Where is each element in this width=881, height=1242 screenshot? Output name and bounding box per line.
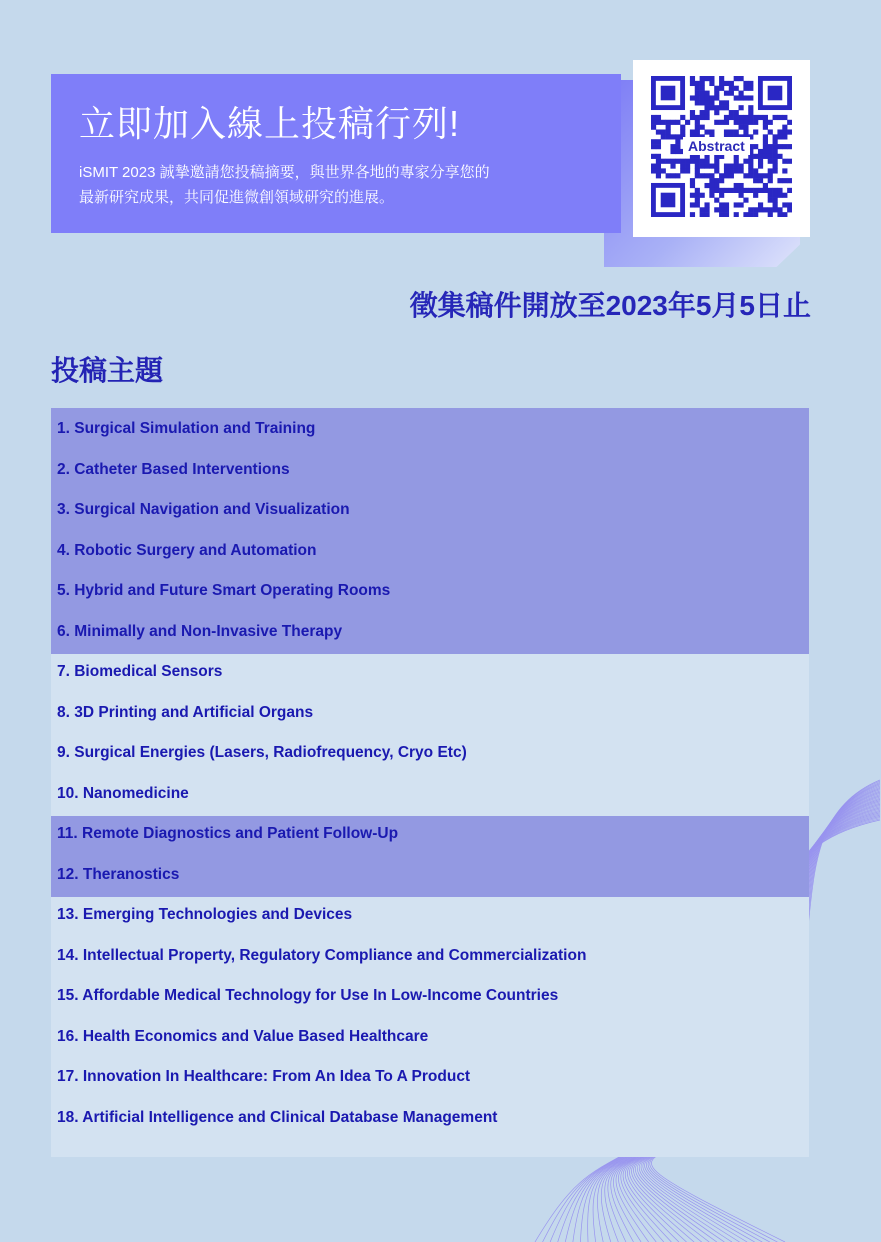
topic-item: 13. Emerging Technologies and Devices	[57, 906, 353, 923]
topic-item: 8. 3D Printing and Artificial Organs	[57, 703, 314, 721]
topic-item: 12. Theranostics	[57, 865, 180, 883]
qr-label: Abstract	[683, 137, 750, 155]
topic-item: 17. Innovation In Healthcare: From An Idea To A Product	[57, 1068, 471, 1085]
topics-heading: 投稿主題	[51, 355, 164, 386]
topic-item: 14. Intellectual Property, Regulatory Compliance and Commercialization	[57, 946, 587, 964]
topic-item: 11. Remote Diagnostics and Patient Follow-Up	[57, 825, 399, 842]
topic-item: 2. Catheter Based Interventions	[57, 460, 290, 478]
banner-description-line-1: iSMIT 2023 誠摯邀請您投稿摘要，與世界各地的專家分享您的	[79, 164, 490, 181]
call-for-abstracts-banner	[51, 74, 621, 233]
topic-item: 5. Hybrid and Future Smart Operating Rooms	[57, 582, 391, 599]
abstract-qr-code[interactable]	[633, 60, 810, 237]
topic-item: 16. Health Economics and Value Based Healthcare	[57, 1027, 429, 1045]
topic-item: 3. Surgical Navigation and Visualization	[57, 501, 350, 518]
topic-item: 1. Surgical Simulation and Training	[57, 420, 316, 437]
topic-item: 7. Biomedical Sensors	[57, 663, 223, 680]
topic-item: 6. Minimally and Non-Invasive Therapy	[57, 622, 343, 640]
topic-item: 15. Affordable Medical Technology for Use In Low-Income Countries	[57, 987, 559, 1004]
topic-item: 9. Surgical Energies (Lasers, Radiofrequency, Cryo Etc)	[57, 744, 467, 761]
banner-title: 立即加入線上投稿行列!	[79, 103, 461, 144]
banner-description-line-2: 最新研究成果，共同促進微創領域研究的進展。	[79, 189, 395, 206]
banner-description	[79, 160, 559, 210]
topic-item: 4. Robotic Surgery and Automation	[57, 541, 317, 559]
submission-deadline: 徵集稿件開放至2023年5月5日止	[409, 290, 811, 321]
topic-item: 10. Nanomedicine	[57, 784, 189, 802]
topics-panel	[51, 408, 809, 1157]
topic-list	[57, 418, 586, 1147]
topic-item: 18. Artificial Intelligence and Clinical Database Management	[57, 1108, 498, 1126]
